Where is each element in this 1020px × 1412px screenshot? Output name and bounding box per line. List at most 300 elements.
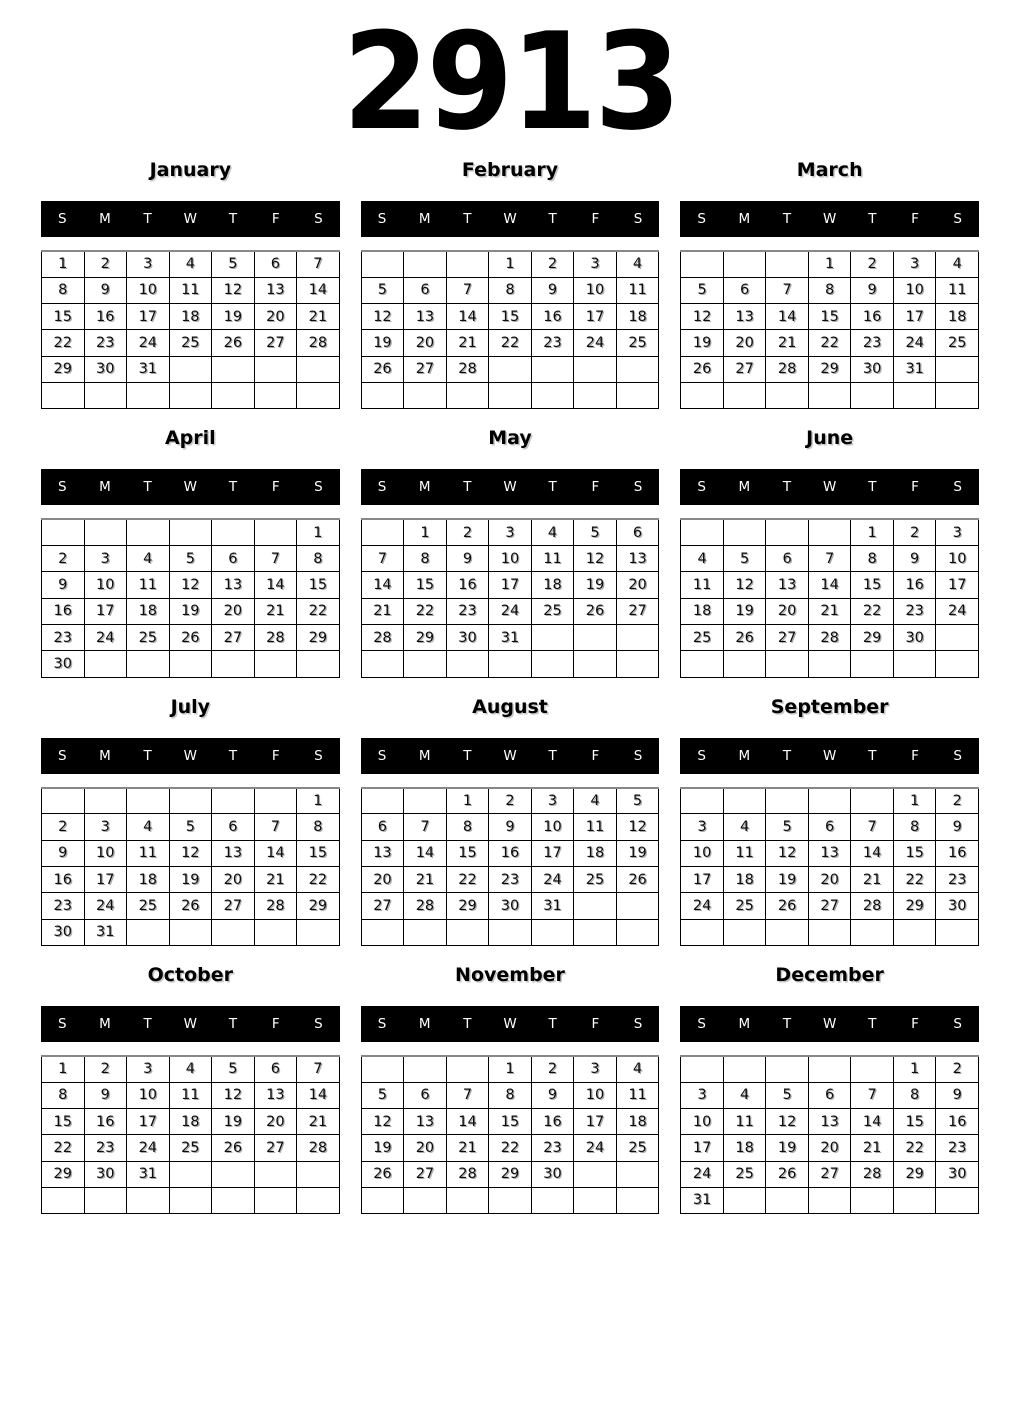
date-cell: 26 [766,893,809,919]
date-row [681,919,979,945]
date-cell: 10 [84,572,127,598]
date-cell: 14 [254,572,297,598]
date-cell: 28 [254,893,297,919]
date-cell: 6 [404,1082,447,1108]
date-row [42,356,340,382]
date-row [681,866,979,892]
month-may [361,428,660,677]
month-title: June [806,427,854,450]
date-cell: 3 [489,519,532,545]
date-row [42,1135,340,1161]
weekday-label: M [738,211,751,227]
date-cell: 9 [936,1082,979,1108]
date-row [42,1161,340,1187]
date-cell: 27 [723,356,766,382]
date-cell: 10 [574,1082,617,1108]
empty-cell [574,624,617,650]
weekday-label: F [591,1015,600,1032]
empty-cell [212,1161,255,1187]
weekday-label: F [911,747,919,764]
date-cell: 29 [893,1161,936,1187]
date-cell: 23 [893,598,936,624]
weekday-label: W [503,479,517,496]
weekday-label: S [633,479,643,496]
empty-cell [84,519,127,545]
date-cell: 9 [84,277,127,303]
date-cell: 9 [489,814,532,840]
date-cell: 25 [127,893,170,919]
date-cell: 24 [84,624,127,650]
date-row [361,651,659,677]
date-cell: 1 [446,788,489,814]
date-cell: 28 [297,330,340,356]
date-cell: 29 [851,624,894,650]
empty-cell [169,788,212,814]
weekday-label: F [591,747,600,764]
weekday-label: M [738,747,751,764]
date-cell: 28 [297,1135,340,1161]
date-cell: 17 [127,1108,170,1134]
date-row [681,598,979,624]
date-cell: 11 [531,546,574,572]
date-cell: 12 [616,814,659,840]
date-cell: 14 [808,572,851,598]
date-row [42,814,340,840]
date-cell: 24 [531,866,574,892]
empty-cell [766,651,809,677]
date-cell: 27 [254,1135,297,1161]
weekday-label: T [463,1015,472,1032]
empty-cell [489,919,532,945]
date-cell: 7 [446,1082,489,1108]
date-cell: 17 [574,1108,617,1134]
month-july [41,697,340,946]
date-cell: 5 [212,251,255,277]
empty-cell [212,356,255,382]
empty-cell [681,788,724,814]
date-cell: 5 [681,277,724,303]
date-cell: 13 [616,546,659,572]
date-cell: 28 [851,893,894,919]
date-cell: 14 [361,572,404,598]
date-cell: 20 [254,304,297,330]
empty-cell [361,919,404,945]
weekday-label: S [697,479,706,496]
date-cell: 3 [681,814,724,840]
date-cell: 12 [361,1108,404,1134]
empty-cell [361,519,404,545]
date-cell: 8 [489,1082,532,1108]
date-cell: 7 [446,277,489,303]
date-row [681,651,979,677]
empty-cell [404,1056,447,1082]
date-cell: 20 [212,598,255,624]
month-january [41,160,340,409]
date-cell: 6 [254,1056,297,1082]
empty-cell [723,382,766,408]
empty-cell [531,356,574,382]
date-cell: 5 [169,546,212,572]
weekday-label: S [377,747,387,764]
date-cell: 22 [446,866,489,892]
empty-cell [616,382,659,408]
year-title: 2913 [342,4,678,160]
date-cell: 26 [212,1135,255,1161]
date-cell: 16 [936,1108,979,1134]
date-cell: 26 [723,624,766,650]
date-cell: 30 [936,893,979,919]
weekday-label: W [503,1015,517,1032]
date-cell: 1 [808,251,851,277]
date-cell: 19 [723,598,766,624]
empty-cell [808,651,851,677]
date-cell: 1 [42,251,85,277]
date-cell: 8 [851,546,894,572]
empty-cell [766,519,809,545]
date-cell: 3 [127,1056,170,1082]
date-cell: 22 [489,1135,532,1161]
empty-cell [297,651,340,677]
date-cell: 21 [766,330,809,356]
date-cell: 9 [84,1082,127,1108]
weekday-label: S [377,479,387,496]
date-cell: 2 [84,1056,127,1082]
date-cell: 10 [127,1082,170,1108]
date-cell: 8 [42,277,85,303]
date-cell: 5 [766,1082,809,1108]
date-cell: 17 [681,866,724,892]
date-cell: 11 [616,277,659,303]
date-cell: 15 [893,1108,936,1134]
date-cell: 9 [42,840,85,866]
weekday-label: W [183,211,198,227]
date-cell: 15 [808,304,851,330]
date-cell: 4 [723,814,766,840]
date-cell: 2 [531,1056,574,1082]
date-cell: 1 [42,1056,85,1082]
empty-cell [404,382,447,408]
date-cell: 7 [297,251,340,277]
date-row [361,546,659,572]
date-cell: 17 [893,304,936,330]
empty-cell [489,356,532,382]
empty-cell [766,1056,809,1082]
weekday-label: T [548,747,557,764]
empty-cell [616,893,659,919]
empty-cell [893,382,936,408]
date-row [681,814,979,840]
date-cell: 4 [127,546,170,572]
date-cell: 30 [531,1161,574,1187]
date-cell: 21 [851,866,894,892]
empty-cell [489,1187,532,1213]
empty-cell [574,651,617,677]
weekday-label: W [503,211,517,227]
date-row [42,277,340,303]
empty-cell [616,1187,659,1213]
weekday-header [361,201,660,237]
date-cell: 20 [254,1108,297,1134]
weekday-label: S [953,747,962,764]
weekday-label: M [738,1015,751,1032]
date-row [42,382,340,408]
date-cell: 25 [616,330,659,356]
date-row [681,1135,979,1161]
weekday-label: S [314,747,323,764]
date-grid [41,250,340,409]
month-september [680,697,979,946]
date-cell: 20 [361,866,404,892]
date-row [361,624,659,650]
date-cell: 3 [127,251,170,277]
weekday-label: F [591,211,600,227]
date-cell: 29 [42,356,85,382]
month-november [361,965,660,1214]
weekday-label: S [377,211,387,227]
date-cell: 6 [212,546,255,572]
empty-cell [446,651,489,677]
date-cell: 22 [851,598,894,624]
date-row [42,919,340,945]
date-grid [41,1055,340,1214]
weekday-header [680,738,979,774]
date-cell: 19 [616,840,659,866]
date-cell: 19 [361,330,404,356]
date-row [681,304,979,330]
date-row [361,893,659,919]
date-row [42,1108,340,1134]
date-cell: 26 [361,1161,404,1187]
month-title: November [455,963,565,986]
date-cell: 23 [936,1135,979,1161]
date-cell: 25 [127,624,170,650]
date-cell: 13 [766,572,809,598]
date-row [681,788,979,814]
date-cell: 4 [169,251,212,277]
weekday-label: M [99,479,111,496]
date-cell: 9 [851,277,894,303]
date-cell: 6 [723,277,766,303]
date-row [361,1161,659,1187]
date-row [42,1082,340,1108]
date-cell: 30 [84,356,127,382]
date-cell: 1 [489,251,532,277]
date-cell: 1 [297,519,340,545]
date-cell: 12 [723,572,766,598]
empty-cell [574,1161,617,1187]
date-cell: 2 [531,251,574,277]
weekday-label: S [377,1015,387,1032]
weekday-label: F [591,479,600,496]
date-cell: 19 [681,330,724,356]
date-row [361,1187,659,1213]
weekday-label: W [823,211,837,227]
empty-cell [127,651,170,677]
empty-cell [127,382,170,408]
date-cell: 16 [851,304,894,330]
date-row [42,598,340,624]
month-march [680,160,979,409]
date-cell: 5 [169,814,212,840]
date-cell: 2 [446,519,489,545]
empty-cell [297,1161,340,1187]
months-grid [0,152,1020,1214]
empty-cell [297,1187,340,1213]
empty-cell [851,1187,894,1213]
date-cell: 25 [169,330,212,356]
date-cell: 11 [127,572,170,598]
date-cell: 12 [574,546,617,572]
weekday-label: T [868,211,877,227]
date-cell: 16 [42,598,85,624]
date-cell: 15 [42,304,85,330]
weekday-label: F [271,211,280,227]
date-cell: 1 [893,1056,936,1082]
date-cell: 5 [723,546,766,572]
date-cell: 9 [42,572,85,598]
date-grid [680,250,979,409]
date-row [681,1187,979,1213]
date-cell: 13 [723,304,766,330]
date-cell: 9 [936,814,979,840]
date-cell: 28 [446,356,489,382]
empty-cell [851,382,894,408]
date-cell: 19 [766,1135,809,1161]
date-row [42,251,340,277]
month-title: February [461,159,559,181]
date-cell: 12 [169,572,212,598]
date-cell: 10 [84,840,127,866]
year-header [0,0,1020,160]
empty-cell [169,1161,212,1187]
date-cell: 17 [531,840,574,866]
date-row [361,866,659,892]
month-december [680,965,979,1214]
date-cell: 28 [361,624,404,650]
date-cell: 18 [169,304,212,330]
month-february [361,160,660,409]
date-cell: 11 [574,814,617,840]
date-cell: 10 [681,840,724,866]
date-cell: 21 [297,1108,340,1134]
date-cell: 29 [297,893,340,919]
date-row [361,814,659,840]
date-cell: 24 [127,1135,170,1161]
empty-cell [936,919,979,945]
empty-cell [361,251,404,277]
date-row [361,519,659,545]
empty-cell [723,1056,766,1082]
date-grid [680,1055,979,1214]
date-cell: 12 [212,1082,255,1108]
date-row [361,1056,659,1082]
date-cell: 26 [169,893,212,919]
date-cell: 18 [574,840,617,866]
date-cell: 24 [681,1161,724,1187]
date-row [361,919,659,945]
empty-cell [361,1056,404,1082]
date-row [42,572,340,598]
date-cell: 13 [254,1082,297,1108]
empty-cell [936,624,979,650]
weekday-label: S [633,211,643,227]
empty-cell [936,382,979,408]
empty-cell [127,1187,170,1213]
date-grid [361,787,660,946]
empty-cell [297,382,340,408]
date-cell: 22 [893,866,936,892]
empty-cell [42,1187,85,1213]
date-cell: 24 [489,598,532,624]
weekday-label: F [911,1015,919,1032]
empty-cell [616,651,659,677]
weekday-label: T [463,211,472,227]
date-cell: 8 [489,277,532,303]
date-cell: 22 [42,330,85,356]
empty-cell [574,1187,617,1213]
empty-cell [936,356,979,382]
date-cell: 27 [404,356,447,382]
date-cell: 19 [766,866,809,892]
weekday-header [361,738,660,774]
date-cell: 19 [212,304,255,330]
date-grid [41,518,340,677]
date-cell: 11 [681,572,724,598]
date-cell: 28 [851,1161,894,1187]
date-cell: 14 [404,840,447,866]
date-cell: 30 [42,651,85,677]
date-cell: 29 [42,1161,85,1187]
date-cell: 27 [254,330,297,356]
date-cell: 18 [616,304,659,330]
date-cell: 16 [936,840,979,866]
weekday-label: M [418,747,431,764]
date-cell: 27 [808,1161,851,1187]
date-cell: 21 [851,1135,894,1161]
empty-cell [169,356,212,382]
date-cell: 16 [446,572,489,598]
date-cell: 31 [893,356,936,382]
empty-cell [254,382,297,408]
date-cell: 10 [127,277,170,303]
empty-cell [681,519,724,545]
date-cell: 26 [681,356,724,382]
date-cell: 17 [84,598,127,624]
date-cell: 13 [361,840,404,866]
date-row [361,304,659,330]
date-cell: 20 [212,866,255,892]
date-cell: 21 [808,598,851,624]
date-cell: 8 [808,277,851,303]
date-cell: 23 [42,893,85,919]
empty-cell [127,919,170,945]
date-cell: 23 [84,1135,127,1161]
date-cell: 15 [297,840,340,866]
date-cell: 7 [404,814,447,840]
empty-cell [212,1187,255,1213]
date-cell: 13 [808,1108,851,1134]
weekday-label: T [782,479,792,496]
date-cell: 23 [851,330,894,356]
month-title: September [770,695,889,718]
empty-cell [254,788,297,814]
empty-cell [169,919,212,945]
date-cell: 23 [531,330,574,356]
weekday-label: W [503,747,517,764]
date-cell: 30 [446,624,489,650]
empty-cell [361,651,404,677]
date-grid [361,518,660,677]
